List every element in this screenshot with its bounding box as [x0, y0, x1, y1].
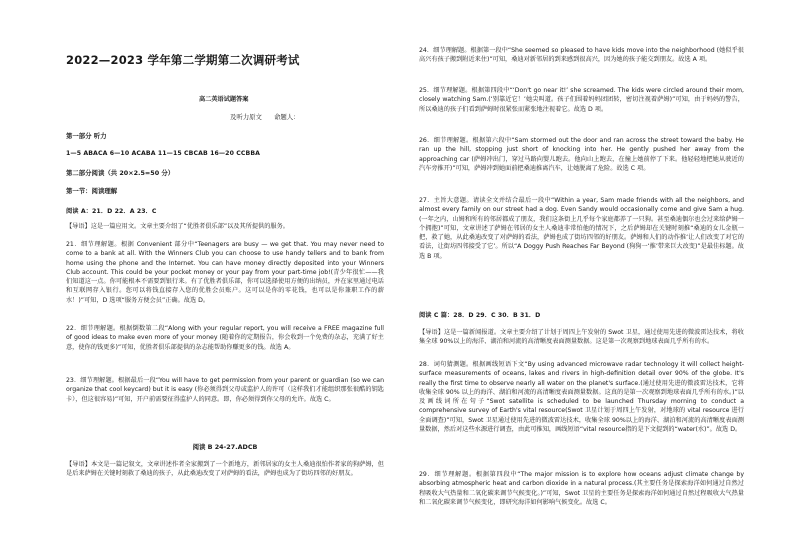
section1-heading: 第一节：阅读理解: [66, 187, 118, 195]
question-22: 22．细节理解题。根据倒数第二段“Along with your regular report, you will receive a FREE magazine full of good ideas to make even more of your money (随着你的定期报告，你会收到一个免费的杂志，充满了好主意，使你的钱更多)”可知，优胜者俱乐部提供的杂志能帮助你赚更多的钱。故选 A。: [66, 325, 384, 351]
question-21: 21．细节理解题。根据 Convenient 部分中“Teenagers are busy — we get that. You may never need to come to a bank at all. With the Winners Club you can choose to use handy tellers and to bank from home using the phone and the Internet. You can have money directly deposited into your Winners Club account. This could be your pocket money or your pay from your part-time job!(青少年很忙——我们知道这一点。你可能根本不需要到银行来。有了优胜者俱乐部，你可以选择使用方便的出纳员，并在家里通过电话和互联网存入银行。您可以将钱直接存入您的优胜会员账户。这可以是你的零花钱，也可以是你兼职工作的薪水！)”可知，D 选项“服务方便会员”正确。故选 D。: [66, 241, 384, 304]
question-23: 23．细节理解题。根据最后一段“You will have to get permission from your parent or guardian (so we can organize that cool keycard) but it is easy (你必须得到父母或监护人的许可（这样我们才能组织那张很酷的钥匙卡），但这很容易)”可知，开户前需要征得监护人的同意。即，你必须得到你父母的允许。故选 C。: [66, 377, 384, 403]
author-label: 及听力原文: [230, 113, 262, 121]
question-26: 26．细节理解题。根据第六段中“Sam stormed out the door and ran across the street toward the baby. He ran up the hill, stopping just short of knocking into her. He gently pushed her away from the approaching car (萨姆冲出门，穿过马路向婴儿跑去。他向山上跑去，在撞上她前停了下来。他轻轻地把她从驶近的汽车旁推开)”可知，萨姆冲到她面前把桑迪推离汽车，让她脱离了危险。故选 C 项。: [419, 137, 744, 172]
part2-heading: 第二部分阅读（共 20×2.5=50 分）: [66, 169, 175, 177]
question-25: 25．细节理解题。根据第四段中“‘Don't go near it!’ she screamed. The kids were circled around their mom, closely watching Sam.(‘别靠近它！’她尖叫道。孩子们围着妈妈团团转，密切注视着萨姆)”可知，由于妈妈的警告，所以桑迪的孩子们看到萨姆时很紧张而紧张地注视着它。故选 D 项。: [419, 87, 744, 113]
intro-c: 【导语】这是一篇新闻报道。文章主要介绍了计划于周四上午发射的 Swot 卫星，通过使用先进的微波雷达技术，将收集全球 90%以上的海洋、湖泊和河流的高清晰度表面测量数据。这是第一次观察到地球表面几乎所有的水。: [419, 329, 744, 346]
intro-a: 【导语】这是一篇应用文。文章主要介绍了“优胜者俱乐部”以及其所提供的服务。: [66, 223, 289, 230]
listening-answers: 1—5 ABACA 6—10 ACABA 11—15 CBCAB 16—20 CCBBA: [66, 150, 261, 157]
proposer-label: 命题人：: [274, 113, 300, 121]
reading-c-answers: 阅读 C 篇：28．D 29．C 30．B 31．D: [419, 312, 541, 319]
page-title: 2022—2023 学年第二学期第二次调研考试: [66, 53, 300, 67]
reading-a-answers: 阅读 A：21．D 22．A 23．C: [66, 208, 157, 215]
question-24: 24．细节理解题。根据第一段中“She seemed so pleased to have kids move into the neighborhood (她似乎很高兴有孩子搬到附近来住)”可知，桑迪对新邻居的到来感到很高兴，因为她的孩子能交到朋友。故选 A 项。: [419, 47, 744, 64]
question-27: 27．主旨大意题。请读全文并结合最后一段中“Within a year, Sam made friends with all the neighbors, and almost every family on our street had a dog. Even Sandy would occasionally come and give Sam a hug.(一年之内，山姆和所有的邻居都成了朋友，我们这条街上几乎每个家庭都养了一只狗。甚至桑迪偶尔也会过来给萨姆一个拥抱)”可知，文章讲述了萨姆在邻居的女主人桑迪非常怕他的情况下，之后萨姆却在关键时刻推“桑迪的女儿金瓶一把，救了她，从此桑迪改变了对萨姆的看法，萨姆也成了街坊四邻的好朋友。萨姆和人们的动作推‘让人们改变了对它的看法，让街坊四邻接受了它’。所以“A Doggy Push Reaches Far Beyond (狗狗一‘推’带来巨大改变)”是最佳标题。故选 B 项。: [419, 197, 744, 260]
intro-b: 【导语】本文是一篇记叙文，文章讲述作者全家搬到了一个新地方，新邻居家的女主人桑迪很怕作者家的狗萨姆，但是后来萨姆在关键时刻救了桑迪的孩子，从此桑迪改变了对萨姆的看法，萨姆也成为了街坊四邻的好朋友。: [66, 461, 384, 478]
page-subtitle: 高二英语试题答案: [199, 96, 249, 103]
author-line: [230, 112, 310, 121]
reading-b-answers: 阅读 B 24-27.ADCB: [192, 443, 258, 451]
part1-heading: 第一部分 听力: [66, 132, 107, 140]
question-29: 29．细节理解题。根据第四段中“The major mission is to explore how oceans adjust climate change by absorbing atmospheric heat and carbon dioxide in a natural process.(其主要任务是探索海洋如何通过自然过程吸收大气热量和二氧化碳来调节气候变化。)”可知，Swot 卫星的主要任务是探索海洋如何通过自然过程吸收大气热量和二氧化碳来调节气候变化，即研究海洋如何影响气候变化。故选 C。: [419, 471, 744, 506]
question-28: 28．词句猜测题。根据画线短语下文“By using advanced microwave radar technology it will collect height-surface measurements of oceans, lakes and rivers in high-definition detail over 90% of the globe. It's really the first time to observe nearly all water on the planet's surface.(通过使用先进的微波雷达技术，它将收集全球 90% 以上的海洋、湖泊和河流的高清晰度表面测量数据。这真的是第一次观察到地球表面几乎所有的水。)”以及画线词所在句子“Swot satellite is scheduled to be launched Thursday morning to conduct a comprehensive survey of Earth's vital resource(Swot 卫星计划于周四上午发射，对地球的 vital resource 进行全面调查)”可知，Swot 卫星通过使用先进的微波雷达技术，收集全球 90%以上的海洋、湖泊和河流的高清晰度表面测量数据，然后对这些水源进行调查，由此可推知，画线短语“vital resource指的是下文提到的“water(水)”。故选 D。: [419, 361, 744, 434]
